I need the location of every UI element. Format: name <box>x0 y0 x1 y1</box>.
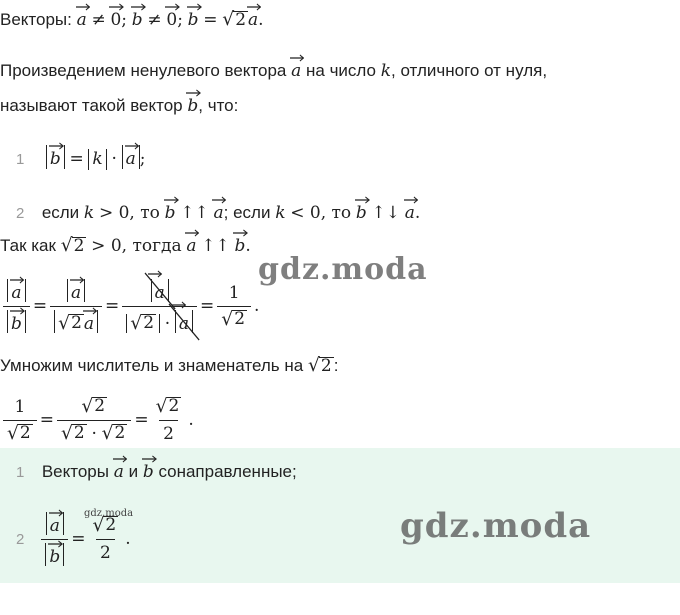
since-line: Так как √ 2 > 0, тогда a ↑↑ b. <box>0 232 251 256</box>
sqrt-2: √ 2 <box>222 9 247 30</box>
fraction: √ 2 √ 2 · √ 2 <box>57 397 131 444</box>
watermark-small: gdz.moda <box>84 508 134 519</box>
fraction: 1 √ 2 <box>217 283 251 330</box>
vector-a: a <box>77 6 87 29</box>
given-label: Векторы: <box>0 10 72 29</box>
fraction: 1 √ 2 <box>3 397 37 444</box>
list-number: 1 <box>16 151 25 168</box>
list-item: 1 Векторы a и b сонаправленные; <box>16 458 297 482</box>
list-item: 2 если k > 0, то b ↑↑ a; если k < 0, то b ↑↓ a. <box>16 199 420 223</box>
list-number: 1 <box>16 464 25 481</box>
fraction: a √ 2 a <box>50 279 102 334</box>
definition-line-1: Произведением ненулевого вектора a на число k, отличного от нуля, <box>0 57 547 81</box>
list-item: 2 $\frac{a}{b}$ = √ 2 2 . <box>16 498 131 580</box>
abs-k: k <box>88 149 106 170</box>
vector-zero: 0 <box>166 6 177 29</box>
list-item: 1 b = k · a ; <box>16 145 145 170</box>
multiply-line: Умножим числитель и знаменатель на √ 2 : <box>0 355 339 376</box>
abs-vector-b: b <box>46 145 65 169</box>
rationalize-equation: 1 √ 2 = √ 2 √ 2 · √ 2 = √ 2 2 . <box>0 390 194 450</box>
abs-vector-a: a <box>122 145 140 169</box>
list-number: 2 <box>16 530 25 548</box>
vector-b: b <box>187 92 198 115</box>
list-number: 2 <box>16 205 25 222</box>
ratio-equation: $\frac{a}{b}$ = a √ 2 a = a √ 2 · a = 1 √ 2 . <box>0 262 259 350</box>
vector-zero: 0 <box>110 6 121 29</box>
vector-b: b <box>188 6 199 29</box>
vectors-given-line: Векторы: a ≠ 0; b ≠ 0; b = √ 2 a. <box>0 6 264 30</box>
vector-b: b <box>132 6 143 29</box>
definition-line-2: называют такой вектор b, что: <box>0 92 238 116</box>
vector-a: a <box>291 57 301 80</box>
fraction-cancelled: a √ 2 · a <box>122 279 197 334</box>
fraction: √ 2 2 <box>92 514 117 563</box>
fraction: √ 2 2 <box>155 395 180 444</box>
fraction: $\frac{a}{b}$ <box>41 512 68 567</box>
fraction: $\frac{a}{b}$ <box>3 279 30 334</box>
watermark-logo: gdz.moda <box>258 252 428 287</box>
watermark-logo: gdz.moda <box>400 506 592 546</box>
